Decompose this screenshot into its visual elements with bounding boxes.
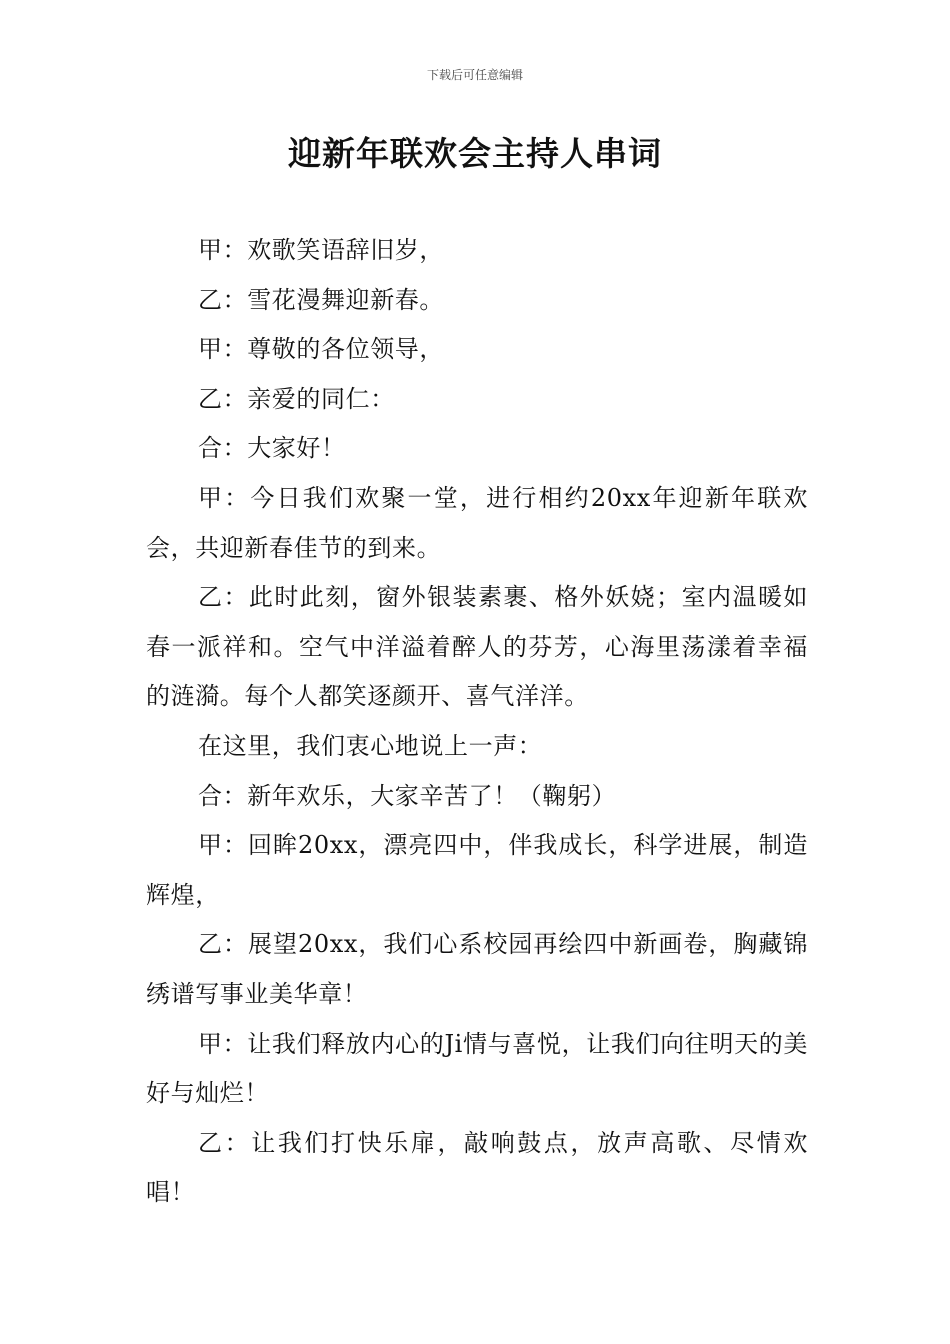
paragraph: 甲：尊敬的各位领导，: [198, 335, 444, 364]
paragraph: 乙：此时此刻，窗外银装素裹、格外妖娆；室内温暖如春一派祥和。空气中洋溢着醉人的芬芳，心海里荡漾着幸福的涟漪。每个人都笑逐颜开、喜气洋洋。: [146, 583, 808, 711]
document-title: 迎新年联欢会主持人串词: [288, 134, 662, 173]
paragraph: 乙：展望20xx，我们心系校园再绘四中新画卷，胸藏锦绣谱写事业美华章！: [146, 930, 808, 1008]
paragraph: 甲：让我们释放内心的Ji情与喜悦，让我们向往明天的美好与灿烂！: [146, 1029, 808, 1108]
document-body: [146, 226, 808, 1218]
paragraph: 甲：今日我们欢聚一堂，进行相约20xx年迎新年联欢会，共迎新春佳节的到来。: [146, 483, 808, 562]
paragraph: 乙：亲爱的同仁：: [198, 384, 395, 413]
paragraph: 甲：欢歌笑语辞旧岁，: [198, 236, 444, 264]
paragraph: 乙：让我们打快乐扉，敲响鼓点，放声高歌、尽情欢唱！: [146, 1128, 808, 1207]
paragraph: 在这里，我们衷心地说上一声：: [198, 731, 543, 760]
paragraph: 合：新年欢乐，大家辛苦了！（鞠躬）: [198, 781, 617, 810]
paragraph: 甲：回眸20xx，漂亮四中，伴我成长，科学进展，制造辉煌，: [146, 831, 808, 909]
paragraph: 合：大家好！: [198, 434, 346, 463]
header-note: 下载后可任意编辑: [426, 68, 523, 82]
paragraph: 乙：雪花漫舞迎新春。: [198, 285, 444, 314]
